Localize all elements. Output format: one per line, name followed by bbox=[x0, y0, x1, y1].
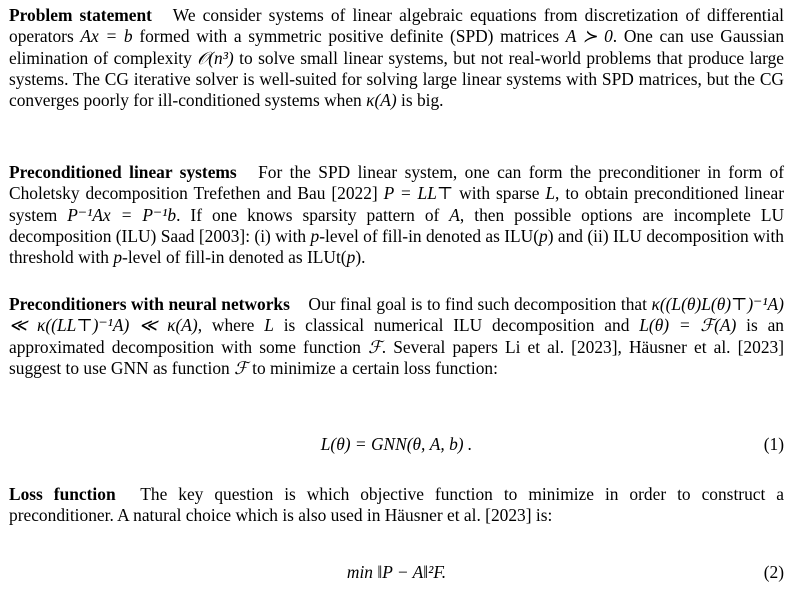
paragraph-neural-preconditioners bbox=[9, 294, 784, 379]
math-inline: p bbox=[113, 247, 123, 268]
text-run: -level of fill-in denoted as ILUt( bbox=[122, 247, 347, 268]
text-run: . If one knows sparsity pattern of bbox=[176, 204, 450, 225]
math-inline: Ax = b bbox=[80, 26, 133, 47]
math-inline: P⁻¹Ax = P⁻¹b bbox=[67, 204, 177, 225]
math-inline: p bbox=[310, 225, 320, 246]
paragraph-problem-statement bbox=[9, 5, 784, 111]
math-inline: A bbox=[449, 204, 460, 225]
equation-2 bbox=[9, 562, 784, 586]
text-run: . One can use Gaussian elimination of complexity bbox=[9, 26, 785, 68]
equation-body: min ‖P − A‖²F. bbox=[346, 562, 447, 582]
math-inline: ℱ bbox=[234, 357, 248, 378]
text-run: is an approximated decomposition with some function bbox=[9, 315, 784, 357]
text-run: is big. bbox=[396, 90, 444, 111]
text-run: , then possible options are incomplete LU decomposition (ILU) Saad [2003]: (i) with bbox=[9, 204, 785, 246]
math-inline: L bbox=[264, 315, 274, 336]
text-run: to minimize a certain loss function: bbox=[247, 357, 498, 378]
text-run: -level of fill-in denoted as ILU( bbox=[319, 225, 540, 246]
text-run: ) and (ii) ILU decomposition with threshold with bbox=[9, 225, 785, 268]
text-run: , where bbox=[197, 315, 265, 336]
text-run: with sparse bbox=[453, 183, 546, 204]
text-run: , to obtain preconditioned linear system bbox=[9, 183, 784, 225]
math-inline: 𝒪(n³) bbox=[197, 47, 234, 68]
math-inline: ℱ bbox=[368, 336, 382, 357]
math-inline: L bbox=[545, 183, 556, 204]
equation-1 bbox=[9, 434, 784, 458]
section-heading: Preconditioned linear systems bbox=[9, 162, 237, 182]
equation-number: (1) bbox=[763, 434, 784, 454]
paragraph-preconditioned-systems bbox=[9, 162, 784, 268]
text-run: is classical numerical ILU decomposition and bbox=[273, 315, 640, 336]
text-run: Our final goal is to find such decomposition that bbox=[308, 294, 652, 314]
equation-body: L(θ) = GNN(θ, A, b) . bbox=[320, 434, 473, 454]
math-inline: κ((L(θ)L(θ)⊤)⁻¹A) ≪ κ((LL⊤)⁻¹A) ≪ κ(A) bbox=[9, 294, 784, 336]
equation-number: (2) bbox=[763, 562, 784, 582]
text-run: We consider systems of linear algebraic equations from discretization of differential operators bbox=[9, 5, 784, 47]
section-heading: Problem statement bbox=[9, 5, 152, 25]
section-heading: Loss function bbox=[9, 484, 116, 504]
text-run: . Several papers Li et al. [2023], Häusner et al. [2023] suggest to use GNN as function bbox=[9, 336, 784, 378]
math-inline: p bbox=[539, 225, 548, 246]
text-run: ). bbox=[355, 247, 366, 268]
math-inline: p bbox=[346, 247, 356, 268]
text-run: to solve small linear systems, but not real-world problems that produce large systems. The CG iterative solver is well-suited for solving large linear systems with SPD matrices, but the CG converges poorly for ill-conditioned systems when bbox=[9, 47, 784, 111]
math-inline: κ(A) bbox=[366, 90, 397, 111]
paragraph-loss-function bbox=[9, 484, 784, 527]
text-run: The key question is which objective function to minimize in order to construct a preconditioner. A natural choice which is also used in Häusner et al. [2023] is: bbox=[9, 484, 784, 526]
math-inline: A ≻ 0 bbox=[565, 26, 613, 47]
text-run: For the SPD linear system, one can form the preconditioner in form of Choletsky decomposition Trefethen and Bau [2022] bbox=[9, 162, 784, 204]
section-heading: Preconditioners with neural networks bbox=[9, 294, 290, 314]
math-inline: P = LL⊤ bbox=[383, 183, 454, 204]
text-run: formed with a symmetric positive definite (SPD) matrices bbox=[132, 26, 566, 47]
math-inline: L(θ) = ℱ(A) bbox=[639, 315, 737, 336]
